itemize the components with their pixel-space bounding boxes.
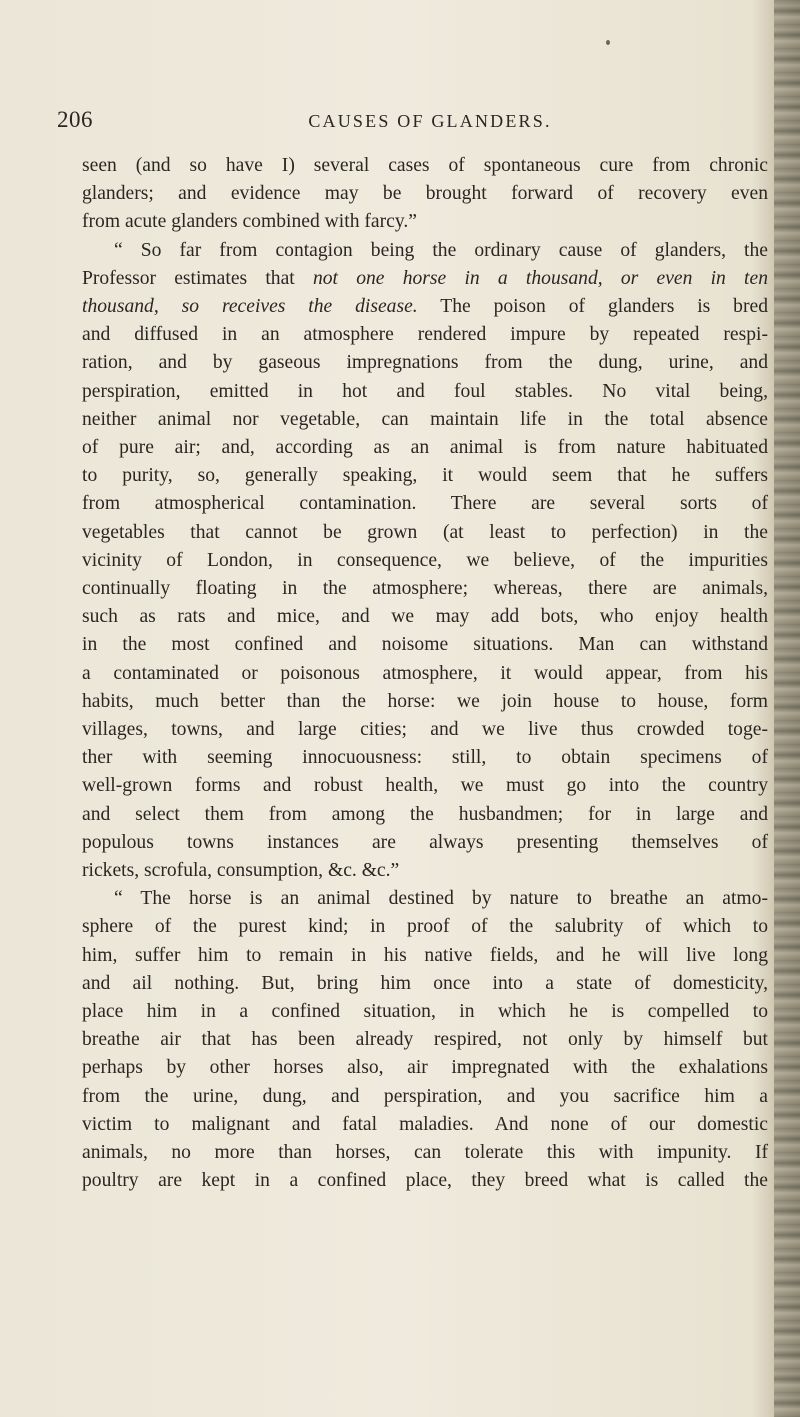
text-line: Professor estimates that not one horse in a thousand, or even in ten — [82, 267, 768, 289]
text-line: perhaps by other horses also, air impregnated with the exhalations — [82, 1057, 768, 1079]
text-line: sphere of the purest kind; in proof of the salubrity of which to — [82, 916, 768, 938]
ink-speck — [606, 40, 610, 45]
text-line: of pure air; and, according as an animal is from nature habituated — [82, 437, 768, 458]
text-line: vicinity of London, in consequence, we believe, of the impurities — [82, 549, 768, 571]
text-line: a contaminated or poisonous atmosphere, it would appear, from his — [82, 662, 768, 684]
text-line: breathe air that has been already respired, not only by himself but — [82, 1029, 768, 1051]
text-line: thousand, so receives the disease. The poison of glanders is bred — [82, 296, 768, 317]
text-line: rickets, scrofula, consumption, &c. &c.” — [82, 860, 400, 881]
text-line: and diffused in an atmosphere rendered impure by repeated respi- — [82, 324, 768, 346]
page-number: 206 — [57, 107, 93, 132]
text-line: from acute glanders combined with farcy.” — [82, 211, 417, 233]
text-line: and select them from among the husbandmen; for in large and — [82, 803, 768, 825]
text-line: from the urine, dung, and perspiration, and you sacrifice him a — [82, 1085, 768, 1107]
text-line: habits, much better than the horse: we join house to house, form — [82, 690, 768, 712]
text-line: “ So far from contagion being the ordinary cause of glanders, the — [114, 239, 768, 261]
text-line: to purity, so, generally speaking, it would seem that he suffers — [82, 465, 768, 487]
text-line: such as rats and mice, and we may add bots, who enjoy health — [82, 606, 768, 628]
text-line: ther with seeming innocuousness: still, to obtain specimens of — [82, 747, 768, 769]
text-line: “ The horse is an animal destined by nature to breathe an atmo- — [114, 888, 768, 910]
text-line: populous towns instances are always presenting themselves of — [82, 831, 768, 853]
text-line: continually floating in the atmosphere; whereas, there are animals, — [82, 578, 768, 599]
text-line: villages, towns, and large cities; and we live thus crowded toge- — [82, 719, 768, 740]
text-line: vegetables that cannot be grown (at least to perfection) in the — [82, 521, 768, 543]
text-line: animals, no more than horses, can tolerate this with impunity. If — [82, 1142, 768, 1163]
text-line: and ail nothing. But, bring him once into a state of domesticity, — [82, 972, 768, 994]
page-header — [0, 107, 800, 137]
text-line: perspiration, emitted in hot and foul stables. No vital being, — [82, 380, 768, 402]
running-head: CAUSES OF GLANDERS. — [308, 111, 552, 131]
text-line: neither animal nor vegetable, can maintain life in the total absence — [82, 408, 768, 430]
text-line: seen (and so have I) several cases of spontaneous cure from chronic — [82, 155, 768, 176]
text-line: victim to malignant and fatal maladies. And none of our domestic — [82, 1113, 768, 1135]
page-edge — [774, 0, 800, 1417]
text-line: from atmospherical contamination. There are several sorts of — [82, 493, 768, 515]
text-line: glanders; and evidence may be brought forward of recovery even — [82, 183, 768, 205]
text-line: place him in a confined situation, in which he is compelled to — [82, 1001, 768, 1022]
text-line: him, suffer him to remain in his native fields, and he will live long — [82, 944, 768, 966]
text-line: well-grown forms and robust health, we must go into the country — [82, 775, 768, 797]
text-line: in the most confined and noisome situations. Man can withstand — [82, 634, 768, 656]
text-line: ration, and by gaseous impregnations from the dung, urine, and — [82, 352, 768, 374]
text-line: poultry are kept in a confined place, they breed what is called the — [82, 1170, 768, 1192]
